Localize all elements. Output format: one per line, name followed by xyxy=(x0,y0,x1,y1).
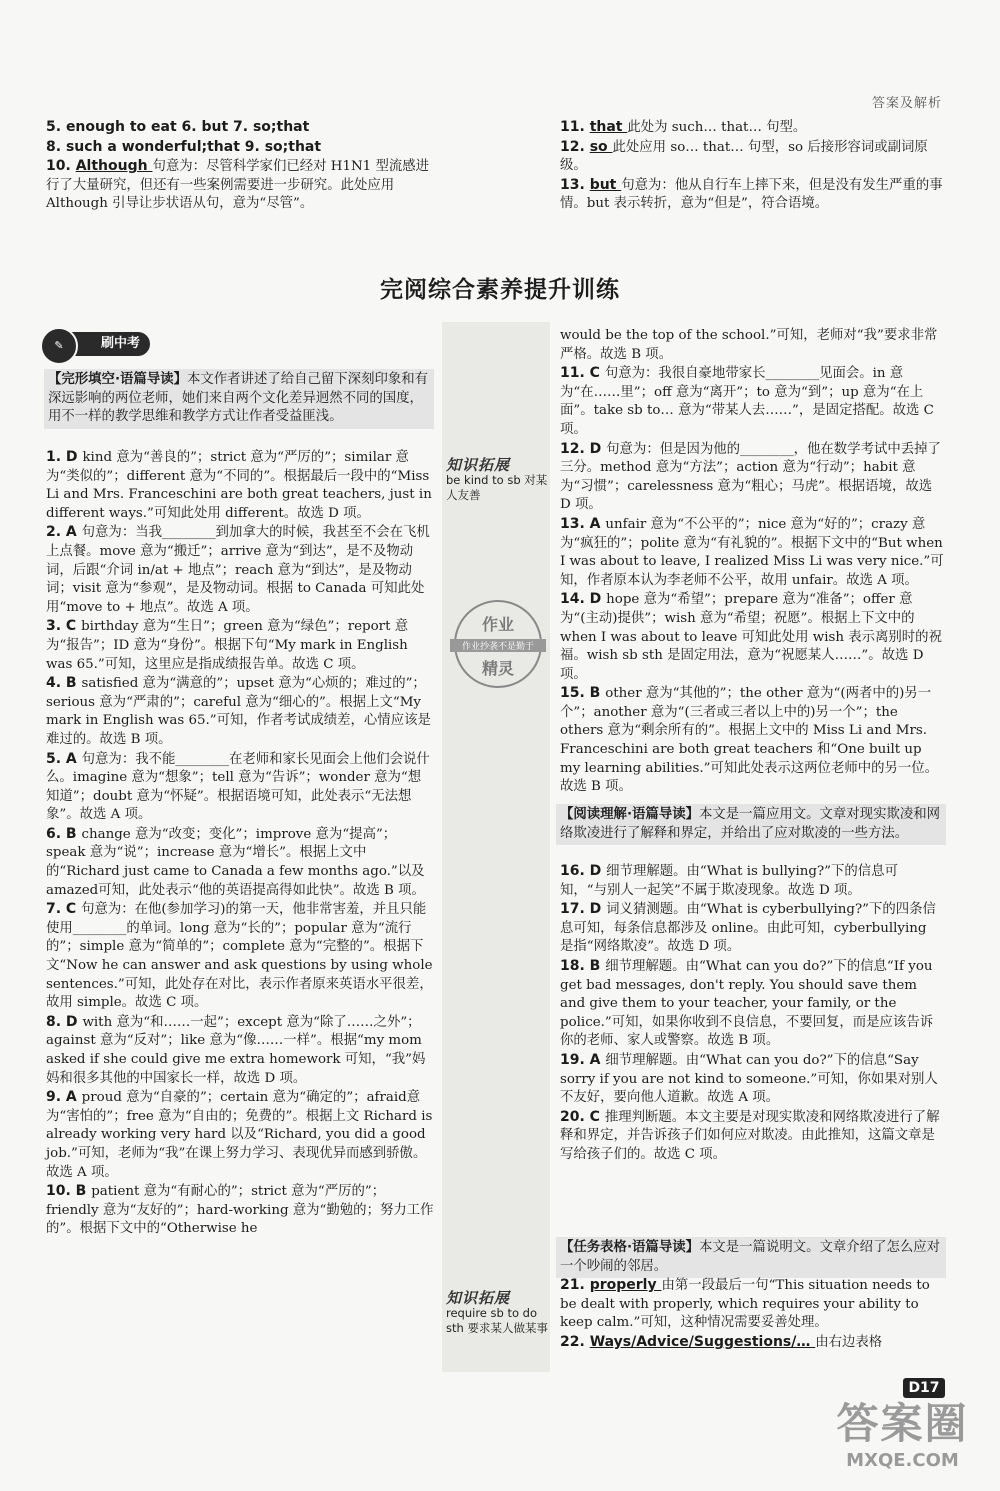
answer-item xyxy=(560,364,944,439)
answer-number: 7. C xyxy=(46,901,82,918)
answer-item xyxy=(560,138,950,176)
answer-number: 8. D xyxy=(46,1013,83,1030)
answer-text: 句意为：当我________到加拿大的时候，我甚至不会在飞机上点餐。move 意为“搬迁”；arrive 意为“到达”，是不及物动词，后跟“介词 in/at + 地点”；reach 意为“到达”，是及物动词；visit 意为“参观”，是及物动词。根据 to Canada 可知此处用“move to + 地点”。故选 A 项。 xyxy=(46,525,430,615)
answer-item xyxy=(560,862,944,900)
intro-tag: 【阅读理解·语篇导读】 xyxy=(560,807,699,822)
answer-number: 9. A xyxy=(46,1089,82,1106)
answer-text: patient 意为“有耐心的”；strict 意为“严厉的”；friendly 意为“友好的”；hard-working 意为“勤勉的；努力工作的”。根据下文中的“Otherwise he xyxy=(46,1184,434,1237)
answer-text: 句意为：我不能________在老师和家长见面会上他们会说什么。imagine 意为“想象”；tell 意为“告诉”；wonder 意为“想知道”；doubt 意为“怀疑”。根据语境可知，此处表示“无法想象”。故选 A 项。 xyxy=(46,751,430,823)
answer-item xyxy=(560,590,944,684)
intro-text: 本文作者讲述了给自己留下深刻印象和有深远影响的两位老师，她们来自两个文化差异迥然不同的国度，用不一样的教学思维和教学方式让作者受益匪浅。 xyxy=(48,372,429,425)
answer-text: 句意为：在他(参加学习)的第一天，他非常害羞，并且只能使用________的单词。long 意为“长的”；popular 意为“流行的”；simple 意为“简单的”；complete 意为“完整的”。根据下文“Now he can answer and ask questions by using whole sentences.”可知，此处存在对比，表示作者原来英语水平很差，故用 simple。故选 C 项。 xyxy=(46,902,433,1011)
answer-text: 此处为 such… that… 句型。 xyxy=(627,120,807,135)
answer-text: hope 意为“希望”；prepare 意为“准备”；offer 意为“(主动)提供”；wish 意为“希望；祝愿”。根据上下文中的 when I was about to leave 可知此处用 wish 表示离别时的祝福。wish sb sth 是固定用法，意为“祝愿某人……”。故选 D 项。 xyxy=(560,592,942,682)
cloze-intro xyxy=(44,369,434,429)
answer-text: would be the top of the school.”可知，老师对“我”要求非常严格。故选 B 项。 xyxy=(560,328,938,362)
answer-item xyxy=(46,118,441,138)
answer-item xyxy=(46,1182,434,1239)
answer-key: properly xyxy=(589,1277,662,1293)
answer-number: 19. A xyxy=(560,1051,606,1068)
answer-key: so xyxy=(589,138,613,155)
answer-number: 16. D xyxy=(560,863,607,879)
answer-number: 2. A xyxy=(46,524,82,541)
answer-item xyxy=(46,1088,434,1182)
top-right-answers xyxy=(560,118,950,214)
answer-text: 细节理解题。由“What can you do?”下的信息“Say sorry if you are not kind to someone.”可知，你如果对别人不友好，要向他人道歉。故选 A 项。 xyxy=(560,1052,938,1106)
intro-text: 本文是一篇应用文。文章对现实欺凌和网络欺凌进行了解释和界定，并给出了应对欺凌的一些方法。 xyxy=(560,807,941,841)
answer-text: 句意为：尽管科学家们已经对 H1N1 型流感进行了大量研究，但还有一些案例需要进一步研究。此处应用 Although 引导让步状语从句，意为“尽管”。 xyxy=(46,159,430,212)
answer-item xyxy=(46,1013,434,1088)
answer-number: 22. xyxy=(560,1333,590,1350)
answer-item xyxy=(46,674,434,749)
note-text: require sb to do sth 要求某人做某事 xyxy=(446,1306,548,1335)
answer-item xyxy=(46,900,434,1013)
answer-number: 10. xyxy=(46,158,76,175)
answer-number: 4. B xyxy=(46,675,82,692)
answer-text: 推理判断题。本文主要是对现实欺凌和网络欺凌进行了解释和界定，并告诉孩子们如何应对欺凌。由此推知，这篇文章是写给孩子们的。故选 C 项。 xyxy=(560,1109,940,1162)
knowledge-note xyxy=(446,458,550,503)
answer-text: 由右边表格 xyxy=(815,1334,883,1350)
answer-key: Although xyxy=(75,158,153,175)
answer-item xyxy=(560,1051,944,1108)
answer-number: 13. xyxy=(560,176,590,193)
answer-text: other 意为“其他的”；the other 意为“(两者中的)另一个”；another 意为“(三者或三者以上中的)另一个”；the others 意为“剩余所有的”。根据上文中的 Miss Li and Mrs. Franceschini are both great teachers 和“One built up my learning abilities.”可知此处表示这两位老师中的另一位。故选 B 项。 xyxy=(560,686,939,795)
answer-number: 11. xyxy=(560,119,590,135)
answer-text: such a wonderful;that 9. so;that xyxy=(65,138,322,155)
answer-item xyxy=(46,750,434,825)
intro-tag: 【完形填空·语篇导读】 xyxy=(48,372,187,387)
watermark-stamp xyxy=(454,600,542,688)
answer-number: 14. D xyxy=(560,591,607,608)
answer-item xyxy=(560,118,950,138)
answer-text: 细节理解题。由“What is bullying?”下的信息可知，“与别人一起笑”不属于欺凌现象。故选 D 项。 xyxy=(560,864,898,898)
answer-text: with 意为“和……一起”；except 意为“除了……之外”；against 意为“反对”；like 意为“像……一样”。根据“my mom asked if she could give me extra homework 可知，“我”妈妈和很多其他的中国家长一样，故选 D 项。 xyxy=(46,1014,426,1086)
right-answers-a xyxy=(560,327,944,797)
knowledge-note xyxy=(446,1291,550,1336)
cloze-answers xyxy=(46,448,434,1239)
right-answers-c xyxy=(560,1276,944,1352)
answer-item xyxy=(560,176,950,214)
answer-item xyxy=(46,523,434,617)
watermark-title: 作业 xyxy=(481,615,514,634)
answer-text: 由第一段最后一句“This situation needs to be dealt with properly, which requires your ability to keep calm.”可知，这种情况需要妥善处理。 xyxy=(560,1278,930,1331)
watermark-banner: 作业抄袭不是勤于 xyxy=(450,639,546,652)
answer-item xyxy=(560,1333,944,1353)
right-answers-b xyxy=(560,862,944,1165)
answer-number: 10. B xyxy=(46,1183,92,1200)
answer-item xyxy=(46,617,434,674)
answer-text: 句意为：他从自行车上摔下来，但是没有发生严重的事情。but 表示转折，意为“但是”，符合语境。 xyxy=(560,177,943,212)
answer-item xyxy=(560,440,944,515)
answer-number: 12. xyxy=(560,138,590,155)
intro-text: 本文是一篇说明文。文章介绍了怎么应对一个吵闹的邻居。 xyxy=(560,1240,941,1274)
logo-text: 答案圈 xyxy=(836,1399,969,1448)
page-header: 答案及解析 xyxy=(871,96,942,111)
answer-text: 句意为：我很自豪地带家长________见面会。in 意为“在……里”；off 意为“离开”；to 意为“到”；up 意为“在上面”。take sb to… 意为“带某人去……”，是固定搭配。故选 C 项。 xyxy=(560,366,934,437)
answer-text: change 意为“改变；变化”；improve 意为“提高”；speak 意为“说”；increase 意为“增长”。根据上文中的“Richard just came to Canada a few months ago.”以及amazed可知，此处表示“他的英语提高得如此快”。故选 B 项。 xyxy=(46,826,425,898)
answer-item xyxy=(46,157,441,214)
answer-number: 12. D xyxy=(560,440,607,457)
answer-key: Ways/Advice/Suggestions/… xyxy=(589,1333,816,1350)
answer-number: 11. C xyxy=(560,365,605,382)
answer-text: satisfied 意为“满意的”；upset 意为“心烦的；难过的”；serious 意为“严肃的”；careful 意为“细心的”。根据上文“My mark in English was 65.”可知，作者考试成绩差，心情应该是难过的。故选 B 项。 xyxy=(46,676,431,747)
intro-tag: 【任务表格·语篇导读】 xyxy=(560,1240,699,1255)
answer-item xyxy=(46,448,434,523)
answer-number: 1. D xyxy=(46,449,83,465)
answer-item xyxy=(560,957,944,1051)
answer-text: 句意为：但是因为他的________，他在数学考试中丢掉了三分。method 意为“方法”；action 意为“行动”；habit 意为“习惯”；carelessness 意为“粗心；马虎”。根据语境，故选 D 项。 xyxy=(560,441,941,513)
logo-url: MXQE.COM xyxy=(846,1450,959,1471)
answer-item xyxy=(560,684,944,797)
answer-number: 20. C xyxy=(560,1108,605,1125)
page-number: D17 xyxy=(903,1378,945,1398)
answer-item xyxy=(560,900,944,957)
answer-key: but xyxy=(589,176,622,193)
answer-item xyxy=(46,138,441,158)
answer-number: 6. B xyxy=(46,825,82,842)
answer-item xyxy=(560,1276,944,1333)
answer-text: unfair 意为“不公平的”；nice 意为“好的”；crazy 意为“疯狂的”；polite 意为“有礼貌的”。根据下文中的“But when I was about to leave, I realized Miss Li was very nice.”可知，作者原本认为李老师不公平，故用 unfair。故选 A 项。 xyxy=(560,516,944,588)
watermark-subtitle: 精灵 xyxy=(481,659,514,678)
badge-icon: ✎ xyxy=(40,327,78,365)
answer-item xyxy=(560,327,944,364)
answer-text: birthday 意为“生日”；green 意为“绿色”；report 意为“报告”；ID 意为“身份”。根据下句“My mark in English was 65.”可知，这里应是指成绩报告单。故选 C 项。 xyxy=(46,619,409,672)
task-intro xyxy=(556,1237,946,1278)
note-text: be kind to sb 对某人友善 xyxy=(446,473,548,502)
answer-item xyxy=(560,1108,944,1165)
answer-number: 8. xyxy=(46,138,66,155)
section-title: 完阅综合素养提升训练 xyxy=(380,277,620,303)
answer-text: enough to eat 6. but 7. so;that xyxy=(65,119,310,135)
answer-number: 5. xyxy=(46,119,66,135)
reading-intro xyxy=(556,804,946,845)
answer-text: 词义猜测题。由“What is cyberbullying?”下的四条信息可知，每条信息都涉及 online。由此可知，cyberbullying 是指“网络欺凌”。故选 D 项。 xyxy=(560,902,936,955)
answer-number: 17. D xyxy=(560,901,607,918)
badge-label: 刷中考 xyxy=(46,332,150,356)
answer-key: that xyxy=(589,119,628,135)
answer-item xyxy=(46,825,434,900)
top-left-answers xyxy=(46,118,441,214)
answer-number: 18. B xyxy=(560,957,606,974)
answer-number: 3. C xyxy=(46,618,82,635)
answer-number: 15. B xyxy=(560,685,606,702)
answer-text: 细节理解题。由“What can you do?”下的信息“If you get bad messages, don't reply. You should save them and give them to your teacher, your family, or the police.”可知，如果你收到不良信息，不要回复，而是应该告诉你的老师、家人或警察。故选 B 项。 xyxy=(560,958,934,1049)
answer-number: 5. A xyxy=(46,750,82,767)
note-title: 知识拓展 xyxy=(446,456,511,474)
answer-item xyxy=(560,515,944,590)
answer-text: proud 意为“自豪的”；certain 意为“确定的”；afraid意为“害怕的”；free 意为“自由的；免费的”。根据上文 Richard is already working very hard 以及“Richard, you did a good job.”可知，老师为“我”在课上努力学习、表现优异而感到骄傲。故选 A 项。 xyxy=(46,1090,433,1180)
answer-text: kind 意为“善良的”；strict 意为“严厉的”；similar 意为“类似的”；different 意为“不同的”。根据最后一段中的“Miss Li and Mrs. Franceschini are both great teachers, just in different ways.”可知此处用 different。故选 D 项。 xyxy=(46,450,432,521)
answer-number: 13. A xyxy=(560,515,606,532)
answer-text: 此处应用 so… that… 句型，so 后接形容词或副词原级。 xyxy=(560,139,928,174)
note-title: 知识拓展 xyxy=(446,1289,511,1307)
site-logo xyxy=(820,1398,985,1484)
answer-number: 21. xyxy=(560,1277,590,1293)
